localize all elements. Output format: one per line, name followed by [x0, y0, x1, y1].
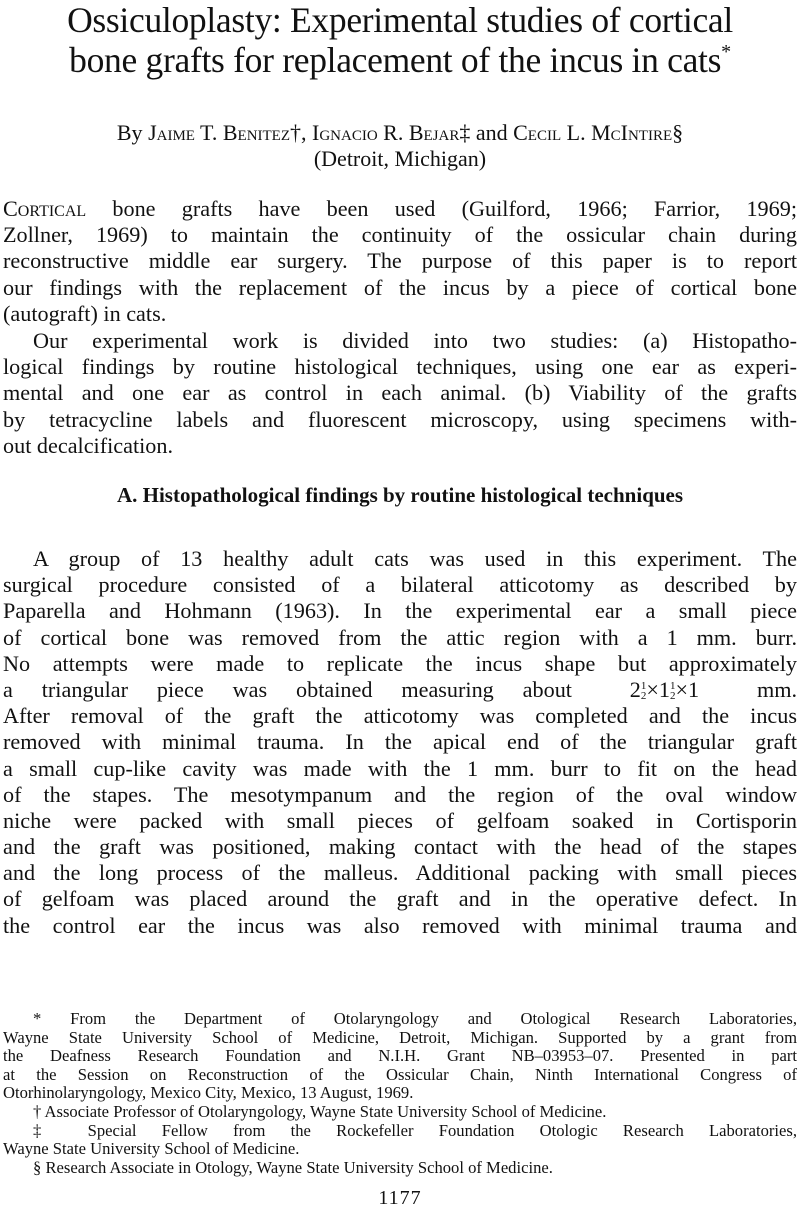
footnotes	[3, 1010, 797, 1177]
footnote-star: at the Session on Reconstruction of the Ossicular Chain, Ninth International Congress of	[3, 1064, 797, 1084]
section-heading: A. Histopathological findings by routine histological techniques	[116, 483, 684, 507]
text-line: of gelfoam was placed around the graft and in the operative defect. In	[3, 886, 797, 912]
text-line: of cortical bone was removed from the attic region with a 1 mm. burr.	[3, 624, 797, 650]
footnote-dagger: † Associate Professor of Otolaryngology, Wayne State University School of Medicine.	[33, 1101, 607, 1121]
footnote-double-dagger: Wayne State University School of Medicine.	[3, 1139, 300, 1159]
text-line: the control ear the incus was also removed with minimal trauma and	[3, 912, 797, 938]
text-line: (autograft) in cats.	[3, 300, 167, 326]
author-name: Jaime T. Benitez	[148, 120, 291, 145]
methods-paragraph	[3, 546, 797, 939]
author-affiliation: (Detroit, Michigan)	[313, 146, 487, 171]
title-line: Ossiculoplasty: Experimental studies of cortical	[67, 0, 733, 40]
text-line: Zollner, 1969) to maintain the continuity of the ossicular chain during	[3, 222, 797, 248]
footnote-star: the Deafness Research Foundation and N.I.H. Grant NB–03953–07. Presented in part	[3, 1046, 797, 1066]
studies-paragraph	[3, 328, 797, 459]
text-line: No attempts were made to replicate the incus shape but approximately	[3, 650, 797, 676]
title-footnote-mark[interactable]: *	[721, 41, 731, 63]
text-line: A group of 13 healthy adult cats was used in this experiment. The	[33, 546, 797, 571]
author-footnote-mark[interactable]: §	[672, 120, 684, 145]
footnote-section: § Research Associate in Otology, Wayne State University School of Medicine.	[33, 1157, 553, 1177]
text-line: After removal of the graft the atticotomy was completed and the incus	[3, 703, 797, 729]
footnote-double-dagger: ‡ Special Fellow from the Rockefeller Foundation Otologic Research Laboratories,	[33, 1120, 797, 1140]
author-byline	[0, 120, 800, 146]
footnote-star: Wayne State University School of Medicine, Detroit, Michigan. Supported by a grant from	[3, 1027, 797, 1047]
footnote-star: * From the Department of Otolaryngology and Otological Research Laboratories,	[33, 1009, 797, 1028]
text-line: out decalcification.	[3, 432, 174, 458]
footnote-star: Otorhinolaryngology, Mexico City, Mexico, 13 August, 1969.	[3, 1083, 414, 1103]
text-line: Our experimental work is divided into two studies: (a) Histopatho-	[33, 328, 797, 353]
intro-paragraph	[3, 196, 797, 327]
text-line: Cortical bone grafts have been used (Guilford, 1966; Farrior, 1969;	[3, 196, 797, 221]
text-line: removed with minimal trauma. In the apical end of the triangular graft	[3, 729, 797, 755]
text-line: and the graft was positioned, making contact with the head of the stapes	[3, 834, 797, 860]
author-separator: and	[470, 120, 514, 145]
author-name: Ignacio R. Bejar	[312, 120, 460, 145]
measurement: 2 1 2 ×1 1 2 ×1	[629, 676, 700, 702]
text-line: our findings with the replacement of the incus by a piece of cortical bone	[3, 274, 797, 300]
author-separator: ,	[301, 120, 313, 145]
text-line: by tetracycline labels and fluorescent microscopy, using specimens with-	[3, 406, 797, 432]
text-line: niche were packed with small pieces of gelfoam soaked in Cortisporin	[3, 807, 797, 833]
author-footnote-mark[interactable]: †	[290, 120, 302, 145]
page-number: 1177	[378, 1187, 422, 1209]
text-line: of the stapes. The mesotympanum and the region of the oval window	[3, 781, 797, 807]
text-line: logical findings by routine histological techniques, using one ear as experi-	[3, 354, 797, 380]
article-title	[0, 0, 800, 80]
text-line: Paparella and Hohmann (1963). In the experimental ear a small piece	[3, 598, 797, 624]
author-footnote-mark[interactable]: ‡	[459, 120, 471, 145]
text-line: surgical procedure consisted of a bilateral atticotomy as described by	[3, 572, 797, 598]
lead-word: Cortical	[3, 196, 87, 221]
text-line: a triangular piece was obtained measuring about 2 1 2 ×1 1 2 ×1 mm.	[3, 676, 798, 702]
text-line: a small cup-like cavity was made with the 1 mm. burr to fit on the head	[3, 755, 797, 781]
fraction-half: 1 2	[670, 679, 676, 702]
author-name: Cecil L. McIntire	[513, 120, 673, 145]
title-line-text: bone grafts for replacement of the incus in cats	[69, 40, 722, 80]
text-line: mental and one ear as control in each animal. (b) Viability of the grafts	[3, 380, 797, 406]
text-line: and the long process of the malleus. Additional packing with small pieces	[3, 860, 797, 886]
fraction-half: 1 2	[640, 679, 647, 702]
text-line: reconstructive middle ear surgery. The purpose of this paper is to report	[3, 248, 797, 274]
title-line	[0, 40, 800, 80]
byline-prefix: By	[116, 120, 143, 145]
